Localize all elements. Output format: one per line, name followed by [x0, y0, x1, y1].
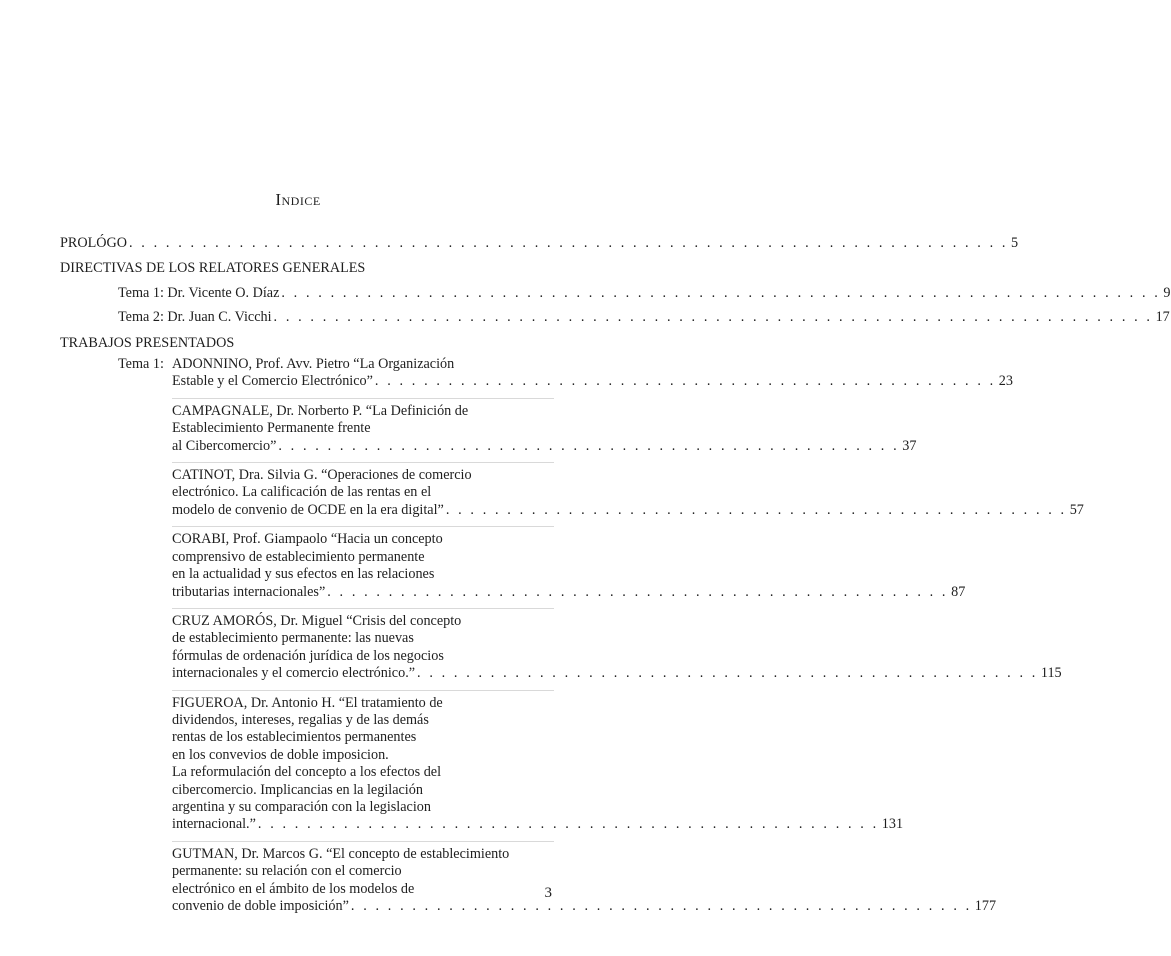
- entry-line: en los convevios de doble imposicion.: [172, 746, 389, 763]
- entry-last-line: [172, 816, 904, 833]
- dot-leader: . . . . . . . . . . . . . . . . . . . . . . . . . . . . . . . . . . . . . . . . . . . . . . . . . . .: [445, 501, 1067, 518]
- toc-entry-tema-2: [60, 309, 1170, 326]
- toc-entry-label: Tema 1: Dr. Vicente O. Díaz: [118, 284, 280, 301]
- toc-page-number: 23: [998, 373, 1013, 390]
- dot-leader: . . . . . . . . . . . . . . . . . . . . . . . . . . . . . . . . . . . . . . . . . . . . . . . . . . .: [278, 437, 900, 454]
- trabajos-list: [60, 356, 1084, 915]
- toc-entry-prologo: [60, 235, 1019, 252]
- entry-line: al Cibercomercio”: [172, 437, 277, 454]
- entry-line: CAMPAGNALE, Dr. Norberto P. “La Definición de: [172, 402, 469, 419]
- dot-leader: . . . . . . . . . . . . . . . . . . . . . . . . . . . . . . . . . . . . . . . . . . . . . . . . . . .: [257, 816, 879, 833]
- entry-line: argentina y su comparación con la legislacion: [172, 798, 431, 815]
- entry-last-line: [172, 373, 1013, 390]
- entry-line: CRUZ AMORÓS, Dr. Miguel “Crisis del concepto: [172, 612, 462, 629]
- entry-line: internacionales y el comercio electrónico.”: [172, 665, 416, 682]
- toc-entry-cruz-amoros: [172, 608, 1062, 683]
- dot-leader: . . . . . . . . . . . . . . . . . . . . . . . . . . . . . . . . . . . . . . . . . . . . . . . . . . .: [327, 583, 949, 600]
- entry-last-line: [172, 501, 1084, 519]
- dot-leader: . . . . . . . . . . . . . . . . . . . . . . . . . . . . . . . . . . . . . . . . . . . . . . . . . . .: [374, 373, 996, 390]
- toc-page-number: 5: [1011, 235, 1019, 251]
- dot-leader: . . . . . . . . . . . . . . . . . . . . . . . . . . . . . . . . . . . . . . . . . . . . . . . . . . . . . . . . . . . . . . . . . . . . . . . .: [129, 235, 1009, 251]
- toc-entry-corabi: [172, 526, 966, 601]
- entry-last-line: [172, 898, 997, 915]
- toc-page-number: 115: [1040, 665, 1062, 682]
- page-number: 3: [544, 885, 552, 901]
- entry-line: electrónico en el ámbito de los modelos de: [172, 880, 415, 897]
- entry-line: convenio de doble imposición”: [172, 898, 349, 914]
- entry-last-line: [172, 665, 1062, 682]
- entry-line: Establecimiento Permanente frente: [172, 420, 371, 437]
- toc-entry-campagnale: [172, 398, 917, 455]
- dot-leader: . . . . . . . . . . . . . . . . . . . . . . . . . . . . . . . . . . . . . . . . . . . . . . . . . . . . . . . . . . . . . . . . . . . . . . . .: [281, 284, 1161, 301]
- toc-entry-label: Tema 2: Dr. Juan C. Vicchi: [118, 309, 272, 326]
- page-title: Indice: [275, 190, 321, 209]
- entry-line: en la actualidad y sus efectos en las relaciones: [172, 566, 435, 583]
- divider: [172, 462, 554, 463]
- tema-label: Tema 1:: [118, 356, 164, 373]
- toc-page-number: 57: [1069, 501, 1084, 518]
- entry-line: La reformulación del concepto a los efectos del: [172, 764, 442, 781]
- toc-entry-tema-1: [60, 284, 1171, 302]
- entry-line: CATINOT, Dra. Silvia G. “Operaciones de comercio: [172, 467, 472, 484]
- toc-entry-label: PROLÓGO: [60, 235, 128, 251]
- divider: [172, 398, 554, 399]
- entry-line: cibercomercio. Implicancias en la legilación: [172, 781, 423, 798]
- entry-line: rentas de los establecimientos permanentes: [172, 729, 417, 746]
- entry-line: GUTMAN, Dr. Marcos G. “El concepto de establecimiento: [172, 845, 510, 862]
- entry-line: electrónico. La calificación de las rentas en el: [172, 484, 432, 501]
- entry-last-line: [172, 437, 917, 455]
- toc-page-number: 177: [974, 898, 997, 914]
- section-heading-directivas: DIRECTIVAS DE LOS RELATORES GENERALES: [60, 260, 366, 277]
- entry-line: Estable y el Comercio Electrónico”: [172, 373, 373, 390]
- entry-last-line: [172, 583, 966, 601]
- toc-entry-figueroa: [172, 690, 904, 834]
- entry-line: ADONNINO, Prof. Avv. Pietro “La Organización: [172, 356, 455, 373]
- entry-line: CORABI, Prof. Giampaolo “Hacia un concepto: [172, 531, 443, 548]
- trabajos-entries: [60, 356, 1084, 915]
- toc-page-number: 87: [951, 583, 966, 600]
- entry-line: tributarias internacionales”: [172, 583, 326, 600]
- entry-line: modelo de convenio de OCDE en la era digital”: [172, 501, 444, 518]
- entry-line: fórmulas de ordenación jurídica de los negocios: [172, 647, 444, 664]
- divider: [172, 526, 554, 527]
- entry-line: comprensivo de establecimiento permanente: [172, 548, 425, 565]
- entry-line: permanente: su relación con el comercio: [172, 863, 402, 880]
- entry-line: de establecimiento permanente: las nuevas: [172, 630, 414, 647]
- section-heading-trabajos: TRABAJOS PRESENTADOS: [60, 334, 235, 351]
- toc-page-number: 37: [902, 437, 917, 454]
- divider: [172, 608, 554, 609]
- divider: [172, 841, 554, 842]
- dot-leader: . . . . . . . . . . . . . . . . . . . . . . . . . . . . . . . . . . . . . . . . . . . . . . . . . . . . . . . . . . . . . . . . . . . . . . . .: [273, 309, 1153, 326]
- entry-line: internacional.”: [172, 816, 256, 833]
- toc-entry-adonnino: [172, 356, 1013, 391]
- toc-page-number: 9: [1163, 284, 1171, 301]
- toc-page-number: 131: [881, 816, 904, 833]
- divider: [172, 690, 554, 691]
- toc-entry-gutman: [172, 841, 997, 916]
- toc-entry-catinot: [172, 462, 1084, 519]
- dot-leader: . . . . . . . . . . . . . . . . . . . . . . . . . . . . . . . . . . . . . . . . . . . . . . . . . . .: [350, 898, 972, 914]
- table-of-contents: [60, 235, 1171, 915]
- entry-line: FIGUEROA, Dr. Antonio H. “El tratamiento de: [172, 694, 443, 711]
- toc-page-number: 17: [1155, 309, 1170, 326]
- dot-leader: . . . . . . . . . . . . . . . . . . . . . . . . . . . . . . . . . . . . . . . . . . . . . . . . . . .: [417, 665, 1038, 682]
- entry-line: dividendos, intereses, regalias y de las demás: [172, 711, 429, 728]
